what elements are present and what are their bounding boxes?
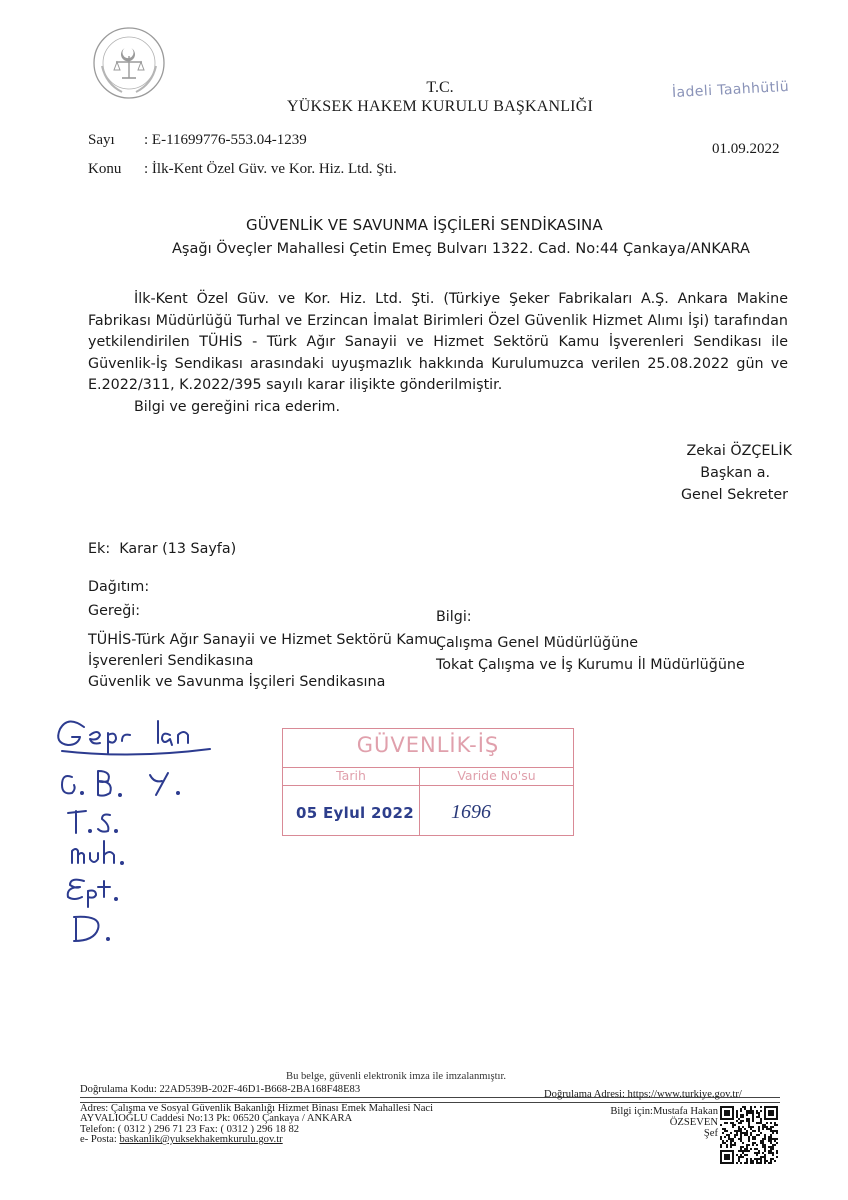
list-item: Tokat Çalışma ve İş Kurumu İl Müdürlüğüne	[436, 657, 745, 673]
signatory-title-1: Başkan a.	[700, 465, 770, 481]
footer-address	[80, 1104, 433, 1146]
konu-label: Konu	[88, 161, 122, 177]
list-item: Çalışma Genel Müdürlüğüne	[436, 635, 639, 651]
body-paragraph: İlk-Kent Özel Güv. ve Kor. Hiz. Ltd. Şti. (Türkiye Şeker Fabrikaları A.Ş. Ankara Makine Fabrikası Müdürlüğü Turhal ve Erzincan İmalat Birimleri Özel Güvenlik Hizmet Alımı İşi) tarafından yetkilendirilen TÜHİS - Türk Ağır Sanayii ve Hizmet Sektörü Kamu İşverenleri Sendikası ile Güvenlik-İş Sendikası arasındaki uyuşmazlık hakkında Kurulumuzca verilen 25.08.2022 gün ve E.2022/311, K.2022/395 sayılı karar ilişikte gönderilmiştir.	[88, 291, 788, 394]
contact-line: Şef	[703, 1127, 718, 1139]
konu-value: : İlk-Kent Özel Güv. ve Kor. Hiz. Ltd. Şti.	[144, 161, 397, 177]
footer-divider	[80, 1097, 780, 1098]
contact-info	[562, 1107, 718, 1139]
recipient-address: Aşağı Öveçler Mahallesi Çetin Emeç Bulvarı 1322. Cad. No:44 Çankaya/ANKARA	[172, 241, 750, 257]
bilgi-list	[436, 632, 745, 676]
sayi-value: : E-11699776-553.04-1239	[144, 132, 307, 148]
signatory-title-2: Genel Sekreter	[680, 487, 788, 503]
verification-code: Doğrulama Kodu: 22AD539B-202F-46D1-B668-2BA168F48E83	[80, 1084, 361, 1095]
list-item: İşverenleri Sendikasına	[88, 653, 254, 669]
attachment-line	[88, 541, 236, 557]
footer-phone-line: Telefon: ( 0312 ) 296 71 23 Fax: ( 0312 ) 296 18 82	[80, 1123, 300, 1135]
email-link[interactable]: baskanlik@yuksekhakemkurulu.gov.tr	[119, 1134, 283, 1146]
court-seal-logo	[92, 26, 166, 100]
footer-address-line: Adres: Çalışma ve Sosyal Güvenlik Bakanlığı Hizmet Binası Emek Mahallesi Naci	[80, 1103, 434, 1114]
verification-address: Doğrulama Adresi: https://www.turkiye.gov.tr/	[544, 1089, 742, 1100]
contact-line: Bilgi için:Mustafa Hakan	[610, 1106, 718, 1117]
stamp-number: 1696	[451, 801, 491, 823]
letter-body	[88, 289, 788, 419]
attachment-value: Karar (13 Sayfa)	[119, 541, 237, 557]
sayi-label: Sayı	[88, 132, 115, 148]
email-label: e- Posta:	[80, 1134, 117, 1146]
e-signature-note: Bu belge, güvenli elektronik imza ile imzalanmıştır.	[286, 1071, 507, 1082]
distribution-label: Dağıtım:	[88, 579, 150, 595]
handwritten-routing-notes	[50, 705, 250, 955]
list-item: Güvenlik ve Savunma İşçileri Sendikasına	[88, 674, 386, 690]
signatory-name: Zekai ÖZÇELİK	[686, 443, 792, 459]
stamp-divider	[283, 785, 573, 786]
header-tc: T.C.	[426, 79, 454, 96]
list-item: TÜHİS-Türk Ağır Sanayii ve Hizmet Sektörü Kamu	[88, 632, 438, 648]
receipt-stamp	[282, 728, 574, 836]
document-date: 01.09.2022	[712, 141, 780, 157]
qr-code-icon	[720, 1106, 778, 1164]
stamp-date: 05 Eylul 2022	[296, 804, 414, 822]
registered-mail-stamp: İadeli Taahhütlü	[671, 78, 790, 102]
stamp-title: GÜVENLİK-İŞ	[356, 733, 500, 757]
body-closing: Bilgi ve gereğini rica ederim.	[134, 398, 341, 415]
header-organization: YÜKSEK HAKEM KURULU BAŞKANLIĞI	[287, 98, 593, 115]
attachment-label: Ek:	[88, 541, 111, 557]
recipient-name: GÜVENLİK VE SAVUNMA İŞÇİLERİ SENDİKASINA	[246, 216, 603, 234]
geregi-label: Gereği:	[88, 603, 141, 619]
contact-line: ÖZSEVEN	[669, 1116, 718, 1128]
stamp-number-header: Varide No'su	[457, 768, 536, 783]
geregi-list	[88, 630, 437, 693]
bilgi-label: Bilgi:	[436, 609, 472, 625]
footer-email-line	[80, 1135, 433, 1145]
footer-address-line: AYVALIOĞLU Caddesi No:13 Pk: 06520 Çankaya / ANKARA	[80, 1113, 353, 1125]
stamp-date-header: Tarih	[336, 768, 366, 783]
